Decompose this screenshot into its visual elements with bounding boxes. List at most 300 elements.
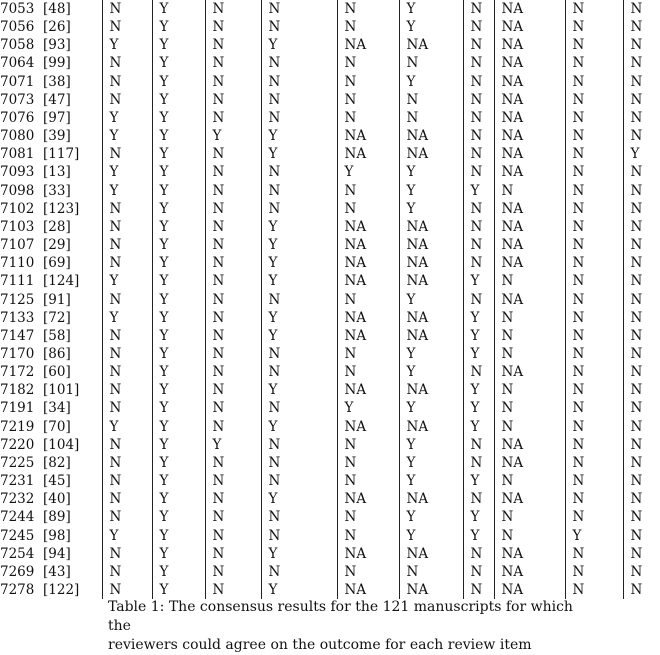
review-item-cell: N [337,563,399,581]
review-item-cell: NA [337,145,399,163]
table-row [0,563,660,581]
review-item-cell: N [102,545,152,563]
review-item-cell: Y [399,363,463,381]
review-item-cell: N [623,200,660,218]
review-item-cell: Y [152,490,205,508]
review-item-cell: Y [152,109,205,127]
reference-cell: [122] [43,582,80,598]
review-item-cell: Y [152,418,205,436]
review-item-cell: N [102,0,152,18]
review-item-cell: N [494,182,565,200]
review-item-cell: N [565,182,623,200]
review-item-cell: N [623,91,660,109]
review-item-cell: Y [152,399,205,417]
review-item-cell: N [337,91,399,109]
review-item-cell: N [399,563,463,581]
table-row [0,91,660,109]
review-item-cell: Y [399,508,463,526]
review-item-cell: N [205,109,261,127]
review-item-cell: N [102,73,152,91]
review-item-cell: Y [399,73,463,91]
review-item-cell: N [337,18,399,36]
review-item-cell: Y [399,182,463,200]
manuscript-id-cell: 7064 [0,55,35,72]
reference-cell: [86] [43,345,71,362]
review-item-cell: N [565,363,623,381]
review-item-cell: N [261,18,337,36]
review-item-cell: N [205,18,261,36]
review-item-cell: N [261,508,337,526]
review-item-cell: N [102,218,152,236]
table-row [0,127,660,145]
review-item-cell: NA [494,545,565,563]
review-item-cell: N [623,527,660,545]
review-item-cell: N [565,0,623,18]
review-item-cell: NA [337,418,399,436]
table-row [0,163,660,181]
review-item-cell: Y [565,527,623,545]
review-item-cell: N [205,563,261,581]
review-item-cell: N [261,109,337,127]
review-item-cell: Y [102,163,152,181]
review-item-cell: Y [152,345,205,363]
review-item-cell: NA [399,36,463,54]
review-item-cell: N [337,0,399,18]
review-item-cell: N [205,163,261,181]
review-item-cell: Y [102,272,152,290]
review-item-cell: N [494,472,565,490]
review-item-cell: N [102,399,152,417]
reference-cell: [69] [43,255,71,272]
review-item-cell: N [463,236,494,254]
review-item-cell: Y [152,36,205,54]
review-item-cell: N [205,490,261,508]
review-item-cell: Y [152,327,205,345]
review-item-cell: N [494,345,565,363]
review-item-cell: N [337,200,399,218]
review-item-cell: Y [261,581,337,599]
review-item-cell: Y [463,272,494,290]
review-item-cell: Y [152,73,205,91]
table-row [0,18,660,36]
review-item-cell: Y [152,472,205,490]
review-item-cell: N [261,472,337,490]
review-item-cell: Y [399,399,463,417]
review-item-cell: N [399,91,463,109]
manuscript-id-cell: 7056 [0,19,35,36]
review-item-cell: Y [102,527,152,545]
review-item-cell: Y [399,472,463,490]
manuscript-id-cell: 7080 [0,128,35,145]
review-item-cell: N [261,527,337,545]
table-row [0,363,660,381]
manuscript-id-cell: 7053 [0,1,35,17]
review-item-cell: N [494,381,565,399]
reference-cell: [28] [43,218,71,235]
review-item-cell: N [463,145,494,163]
review-item-cell: NA [494,363,565,381]
review-item-cell: N [261,91,337,109]
review-item-cell: N [623,472,660,490]
review-item-cell: N [623,399,660,417]
review-item-cell: N [337,454,399,472]
review-item-cell: N [261,0,337,18]
table-row [0,200,660,218]
review-item-cell: N [623,54,660,72]
table-row [0,418,660,436]
review-item-cell: NA [337,254,399,272]
manuscript-id-cell: 7225 [0,454,35,471]
review-item-cell: N [463,54,494,72]
table-row [0,291,660,309]
review-item-cell: N [102,454,152,472]
review-item-cell: Y [463,527,494,545]
review-item-cell: Y [102,182,152,200]
review-item-cell: NA [399,327,463,345]
review-item-cell: NA [494,200,565,218]
review-item-cell: Y [152,254,205,272]
review-item-cell: N [623,436,660,454]
review-item-cell: N [102,472,152,490]
review-item-cell: N [565,545,623,563]
review-item-cell: N [494,527,565,545]
review-item-cell: Y [102,109,152,127]
review-item-cell: N [205,182,261,200]
review-item-cell: N [261,54,337,72]
review-item-cell: N [205,145,261,163]
review-item-cell: N [463,200,494,218]
manuscript-id-cell: 7110 [0,255,35,272]
review-item-cell: Y [102,418,152,436]
review-item-cell: N [623,163,660,181]
review-item-cell: Y [463,345,494,363]
review-item-cell: Y [463,381,494,399]
review-item-cell: Y [399,436,463,454]
review-item-cell: Y [463,472,494,490]
review-item-cell: Y [399,527,463,545]
review-item-cell: Y [261,381,337,399]
review-item-cell: N [205,545,261,563]
review-item-cell: Y [261,145,337,163]
table-row [0,327,660,345]
table-row [0,145,660,163]
review-item-cell: N [102,145,152,163]
review-item-cell: N [337,54,399,72]
table-row [0,218,660,236]
review-item-cell: N [337,73,399,91]
review-item-cell: N [623,291,660,309]
review-item-cell: Y [102,309,152,327]
table-row [0,309,660,327]
review-item-cell: N [565,91,623,109]
review-item-cell: NA [337,490,399,508]
review-item-cell: Y [399,454,463,472]
reference-cell: [13] [43,164,71,181]
review-item-cell: N [337,436,399,454]
review-item-cell: NA [399,127,463,145]
review-item-cell: N [623,454,660,472]
review-item-cell: N [205,418,261,436]
review-item-cell: N [102,563,152,581]
review-item-cell: N [623,182,660,200]
caption-line-2: reviewers could agree on the outcome for each review item [108,637,532,653]
manuscript-id-cell: 7244 [0,509,35,526]
table-row [0,381,660,399]
reference-cell: [34] [43,400,71,417]
review-item-cell: NA [399,272,463,290]
review-item-cell: NA [494,145,565,163]
review-item-cell: NA [494,73,565,91]
review-item-cell: NA [399,581,463,599]
review-item-cell: N [463,454,494,472]
review-item-cell: N [565,490,623,508]
manuscript-id-cell: 7071 [0,73,35,90]
review-item-cell: N [102,436,152,454]
review-item-cell: Y [205,127,261,145]
manuscript-id-cell: 7093 [0,164,35,181]
manuscript-id-cell: 7103 [0,218,35,235]
review-item-cell: N [205,345,261,363]
reference-cell: [101] [43,382,80,399]
review-item-cell: NA [494,236,565,254]
review-item-cell: N [494,309,565,327]
review-item-cell: NA [494,54,565,72]
review-item-cell: N [623,309,660,327]
table-row [0,272,660,290]
review-item-cell: N [205,0,261,18]
review-item-cell: N [205,454,261,472]
table-row [0,545,660,563]
review-item-cell: N [205,508,261,526]
review-item-cell: Y [152,527,205,545]
reference-cell: [58] [43,327,71,344]
review-item-cell: N [205,363,261,381]
review-item-cell: Y [152,163,205,181]
review-item-cell: Y [261,327,337,345]
review-item-cell: N [463,581,494,599]
review-item-cell: Y [152,0,205,18]
review-item-cell: N [399,54,463,72]
review-item-cell: N [337,363,399,381]
review-item-cell: NA [494,490,565,508]
review-item-cell: Y [152,145,205,163]
manuscript-id-cell: 7245 [0,527,35,544]
review-item-cell: N [261,163,337,181]
review-item-cell: N [565,436,623,454]
review-item-cell: Y [152,363,205,381]
review-item-cell: N [337,508,399,526]
review-item-cell: Y [261,272,337,290]
reference-cell: [89] [43,509,71,526]
review-item-cell: N [261,182,337,200]
review-item-cell: N [261,73,337,91]
review-item-cell: N [565,254,623,272]
review-item-cell: Y [337,399,399,417]
review-item-cell: Y [152,508,205,526]
review-item-cell: Y [152,218,205,236]
review-item-cell: NA [494,563,565,581]
table-row [0,399,660,417]
review-item-cell: Y [152,182,205,200]
review-item-cell: N [565,454,623,472]
review-item-cell: N [463,127,494,145]
review-item-cell: N [205,236,261,254]
review-item-cell: N [463,91,494,109]
reference-cell: [82] [43,454,71,471]
review-item-cell: N [205,218,261,236]
review-item-cell: N [102,236,152,254]
reference-cell: [93] [43,37,71,54]
review-item-cell: N [463,545,494,563]
table-row [0,527,660,545]
manuscript-id-cell: 7232 [0,491,35,508]
review-item-cell: N [565,472,623,490]
review-item-cell: N [463,291,494,309]
review-item-cell: NA [399,545,463,563]
reference-cell: [45] [43,473,71,490]
manuscript-id-cell: 7220 [0,436,35,453]
review-item-cell: N [261,436,337,454]
review-item-cell: NA [337,236,399,254]
review-item-cell: N [205,54,261,72]
review-item-cell: Y [152,545,205,563]
review-item-cell: N [623,73,660,91]
review-item-cell: Y [261,309,337,327]
review-item-cell: N [337,527,399,545]
review-item-cell: N [623,381,660,399]
review-item-cell: N [623,327,660,345]
review-item-cell: Y [152,454,205,472]
review-item-cell: N [463,0,494,18]
review-item-cell: Y [152,436,205,454]
review-item-cell: N [205,527,261,545]
review-item-cell: N [623,563,660,581]
review-item-cell: Y [152,563,205,581]
review-item-cell: NA [337,581,399,599]
table-row [0,36,660,54]
review-item-cell: Y [152,381,205,399]
review-item-cell: N [205,399,261,417]
review-item-cell: N [623,218,660,236]
review-item-cell: Y [261,418,337,436]
review-item-cell: N [261,454,337,472]
review-item-cell: Y [399,163,463,181]
review-item-cell: N [261,291,337,309]
review-item-cell: N [565,109,623,127]
review-item-cell: NA [494,163,565,181]
review-item-cell: Y [152,272,205,290]
manuscript-id-cell: 7170 [0,345,35,362]
review-item-cell: NA [399,236,463,254]
manuscript-id-cell: 7254 [0,545,35,562]
table-row [0,109,660,127]
review-item-cell: N [463,218,494,236]
review-item-cell: Y [463,418,494,436]
review-item-cell: Y [152,18,205,36]
review-item-cell: N [102,291,152,309]
manuscript-id-cell: 7172 [0,364,35,381]
manuscript-id-cell: 7098 [0,182,35,199]
review-item-cell: NA [494,454,565,472]
review-item-cell: N [494,327,565,345]
review-item-cell: NA [494,218,565,236]
review-item-cell: N [102,254,152,272]
table-caption [108,598,578,655]
review-item-cell: NA [494,127,565,145]
review-item-cell: N [565,418,623,436]
review-item-cell: N [261,363,337,381]
table-row [0,508,660,526]
review-item-cell: N [337,182,399,200]
reference-cell: [91] [43,291,71,308]
review-item-cell: N [205,381,261,399]
review-item-cell: NA [399,381,463,399]
review-item-cell: NA [399,490,463,508]
table-row [0,454,660,472]
review-item-cell: NA [337,218,399,236]
review-item-cell: NA [494,581,565,599]
review-item-cell: NA [337,327,399,345]
review-item-cell: N [623,236,660,254]
review-item-cell: N [565,36,623,54]
review-item-cell: N [205,73,261,91]
table-row [0,472,660,490]
review-item-cell: N [565,145,623,163]
review-item-cell: N [205,254,261,272]
review-item-cell: Y [261,254,337,272]
manuscript-id-cell: 7269 [0,563,35,580]
table-row [0,254,660,272]
review-item-cell: Y [102,36,152,54]
review-item-cell: Y [463,182,494,200]
review-item-cell: N [565,309,623,327]
review-item-cell: N [463,363,494,381]
review-item-cell: Y [152,309,205,327]
review-item-cell: Y [399,200,463,218]
review-item-cell: N [494,508,565,526]
manuscript-id-cell: 7102 [0,200,35,217]
review-item-cell: N [463,109,494,127]
reference-cell: [72] [43,309,71,326]
review-item-cell: N [463,36,494,54]
review-item-cell: N [102,91,152,109]
reference-cell: [60] [43,364,71,381]
review-item-cell: NA [494,436,565,454]
review-item-cell: N [494,272,565,290]
review-item-cell: NA [337,272,399,290]
review-item-cell: N [565,218,623,236]
review-item-cell: N [623,0,660,18]
review-item-cell: N [205,36,261,54]
review-item-cell: N [623,345,660,363]
review-item-cell: N [623,254,660,272]
manuscript-id-cell: 7191 [0,400,35,417]
review-item-cell: Y [261,545,337,563]
review-item-cell: N [102,581,152,599]
reference-cell: [70] [43,418,71,435]
table-row [0,54,660,72]
review-item-cell: N [205,581,261,599]
review-item-cell: N [261,200,337,218]
review-item-cell: NA [399,309,463,327]
review-item-cell: N [623,363,660,381]
reference-cell: [99] [43,55,71,72]
reference-cell: [104] [43,436,80,453]
review-item-cell: NA [337,309,399,327]
review-item-cell: N [565,345,623,363]
review-item-cell: N [205,309,261,327]
review-item-cell: N [463,18,494,36]
